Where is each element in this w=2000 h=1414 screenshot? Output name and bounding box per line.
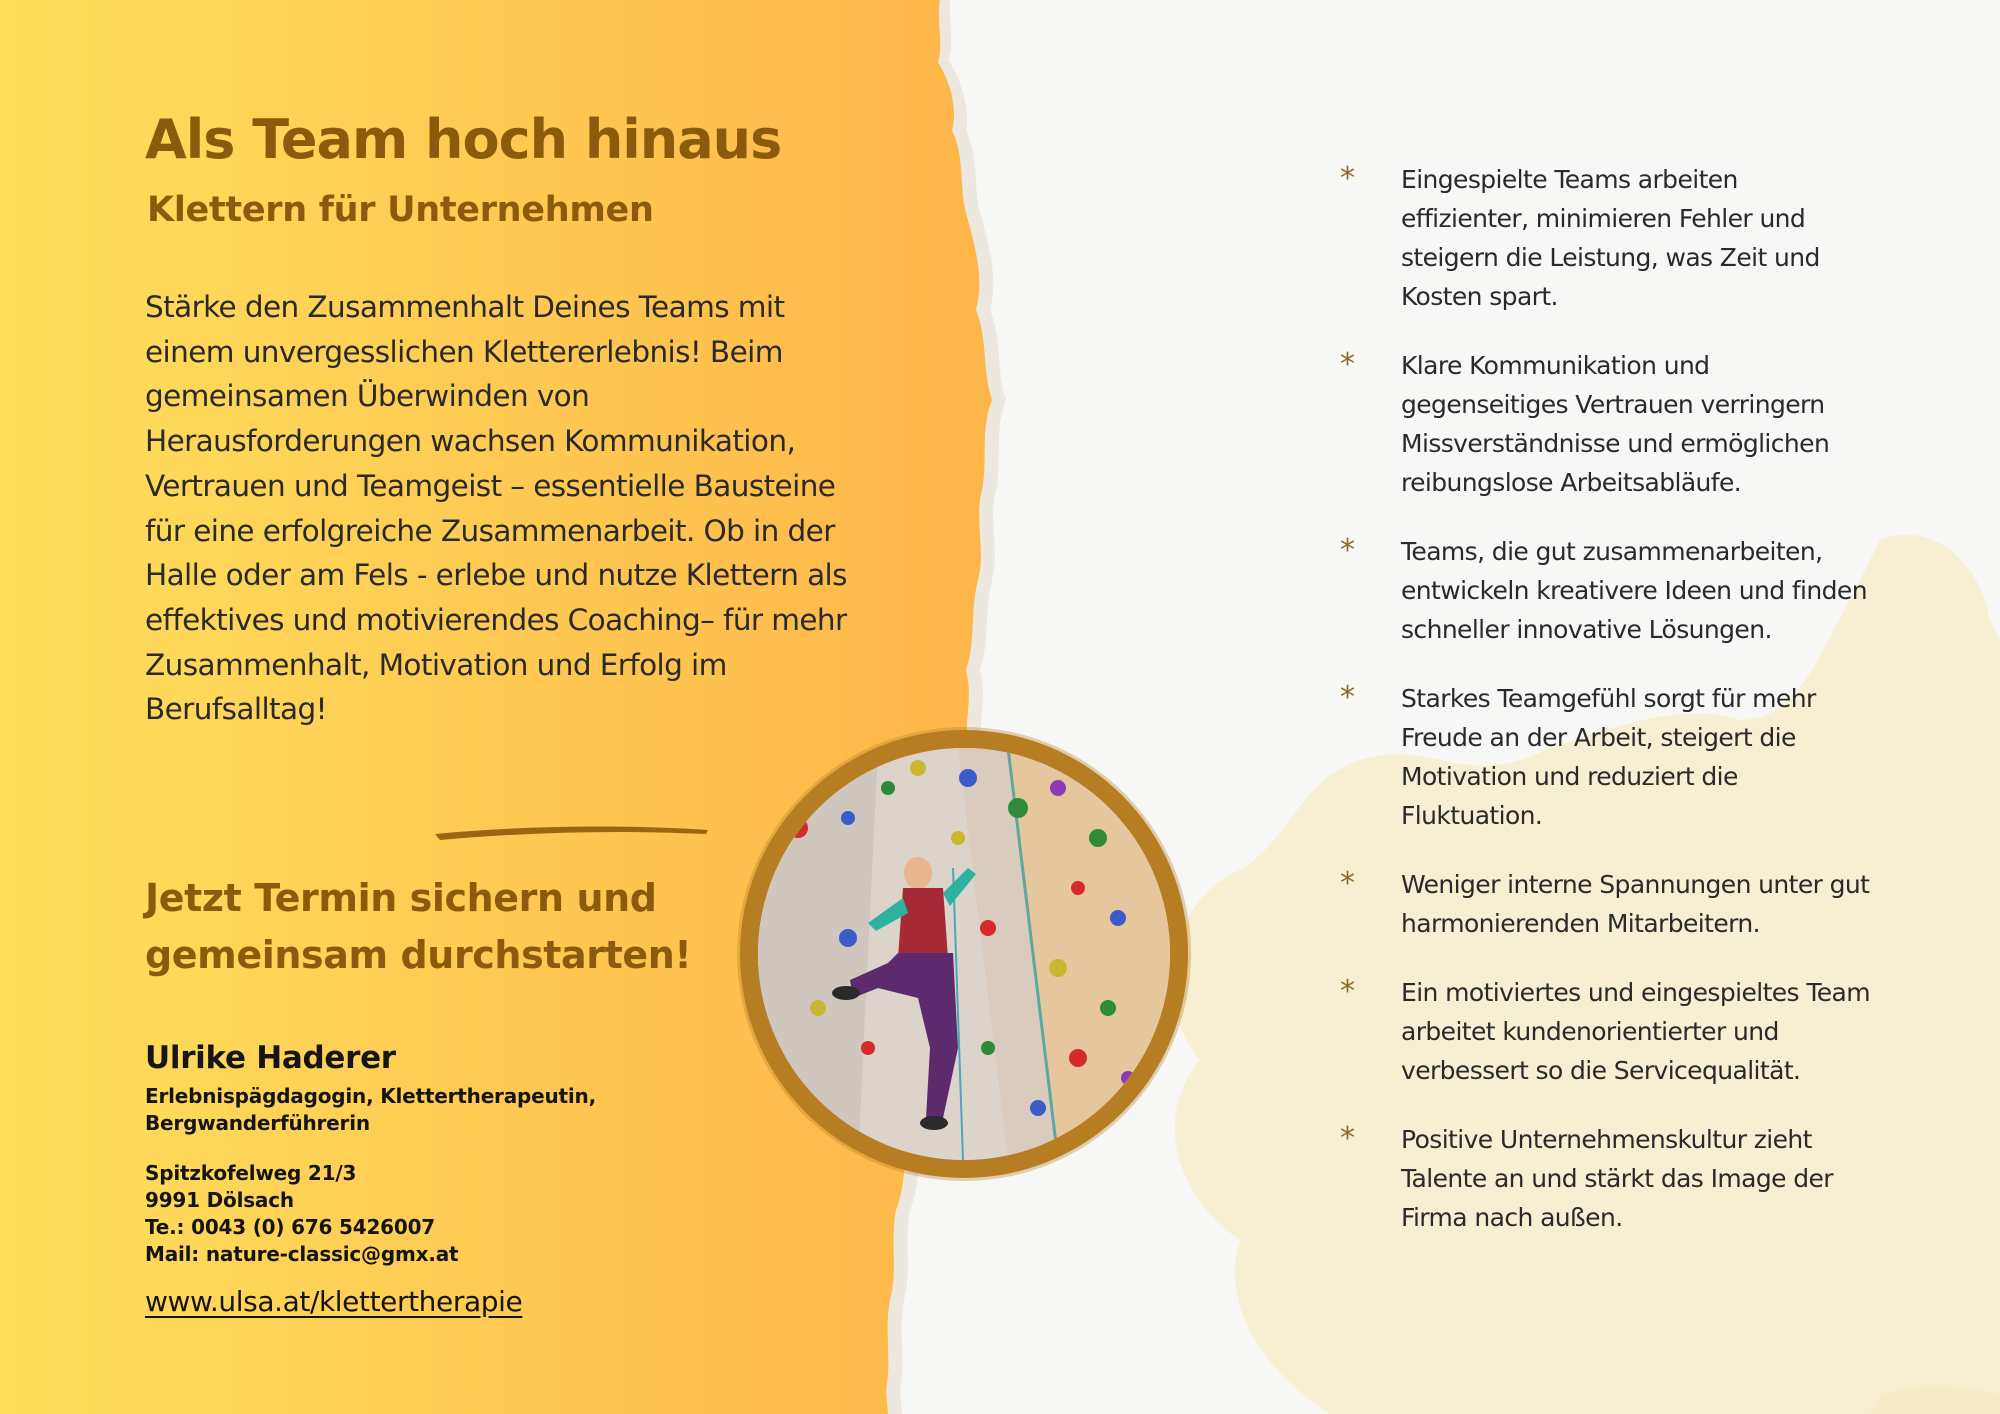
asterisk-icon: *	[1340, 533, 1355, 568]
climbing-photo	[758, 748, 1170, 1160]
benefit-item	[1340, 973, 1870, 1090]
page-title: Als Team hoch hinaus	[145, 108, 782, 171]
contact-name: Ulrike Haderer	[145, 1040, 396, 1076]
contact-phone: Te.: 0043 (0) 676 5426007	[145, 1215, 436, 1239]
benefit-item	[1340, 160, 1870, 316]
asterisk-icon: *	[1340, 974, 1355, 1009]
asterisk-icon: *	[1340, 347, 1355, 382]
contact-address	[145, 1160, 458, 1268]
website-link[interactable]: www.ulsa.at/klettertherapie	[145, 1285, 523, 1318]
benefit-text: Eingespielte Teams arbeiten effizienter, minimieren Fehler und steigern die Leistung, was Zeit und Kosten spart.	[1401, 165, 1820, 311]
address-city: 9991 Dölsach	[145, 1188, 294, 1212]
asterisk-icon: *	[1340, 866, 1355, 901]
asterisk-icon: *	[1340, 680, 1355, 715]
contact-role: Erlebnispägdagogin, Klettertherapeutin, Bergwanderführerin	[145, 1084, 596, 1135]
call-to-action: Jetzt Termin sichern und gemeinsam durchstarten!	[145, 876, 692, 977]
asterisk-icon: *	[1340, 1121, 1355, 1156]
benefit-text: Klare Kommunikation und gegenseitiges Vertrauen verringern Missverständnisse und ermöglichen reibungslose Arbeitsabläufe.	[1401, 351, 1830, 497]
benefit-item	[1340, 532, 1870, 649]
intro-paragraph: Stärke den Zusammenhalt Deines Teams mit einem unvergesslichen Klettererlebnis! Beim gemeinsamen Überwinden von Herausforderungen wachsen Kommunikation, Vertrauen und Teamgeist – essentielle Bausteine für eine erfolgreiche Zusammenarbeit. Ob in der Halle oder am Fels - erlebe und nutze Klettern als effektives und motivierendes Coaching– für mehr Zusammenhalt, Motivation und Erfolg im Berufsalltag!	[145, 290, 847, 727]
benefit-item	[1340, 346, 1870, 502]
climbing-photo-frame	[740, 730, 1188, 1178]
address-street: Spitzkofelweg 21/3	[145, 1161, 357, 1185]
benefit-item	[1340, 679, 1870, 835]
asterisk-icon: *	[1340, 161, 1355, 196]
benefit-text: Starkes Teamgefühl sorgt für mehr Freude an der Arbeit, steigert die Motivation und reduziert die Fluktuation.	[1401, 684, 1816, 830]
benefits-list	[1340, 160, 1870, 1267]
benefit-text: Teams, die gut zusammenarbeiten, entwickeln kreativere Ideen und finden schneller innovative Lösungen.	[1401, 537, 1867, 644]
benefit-item	[1340, 1120, 1870, 1237]
benefit-text: Ein motiviertes und eingespieltes Team arbeitet kundenorientierter und verbessert so die Servicequalität.	[1401, 978, 1871, 1085]
benefit-item	[1340, 865, 1870, 943]
page-subtitle: Klettern für Unternehmen	[147, 190, 654, 230]
contact-mail: Mail: nature-classic@gmx.at	[145, 1242, 459, 1266]
benefit-text: Weniger interne Spannungen unter gut harmonierenden Mitarbeitern.	[1401, 870, 1870, 938]
benefit-text: Positive Unternehmenskultur zieht Talente an und stärkt das Image der Firma nach außen.	[1401, 1125, 1833, 1232]
